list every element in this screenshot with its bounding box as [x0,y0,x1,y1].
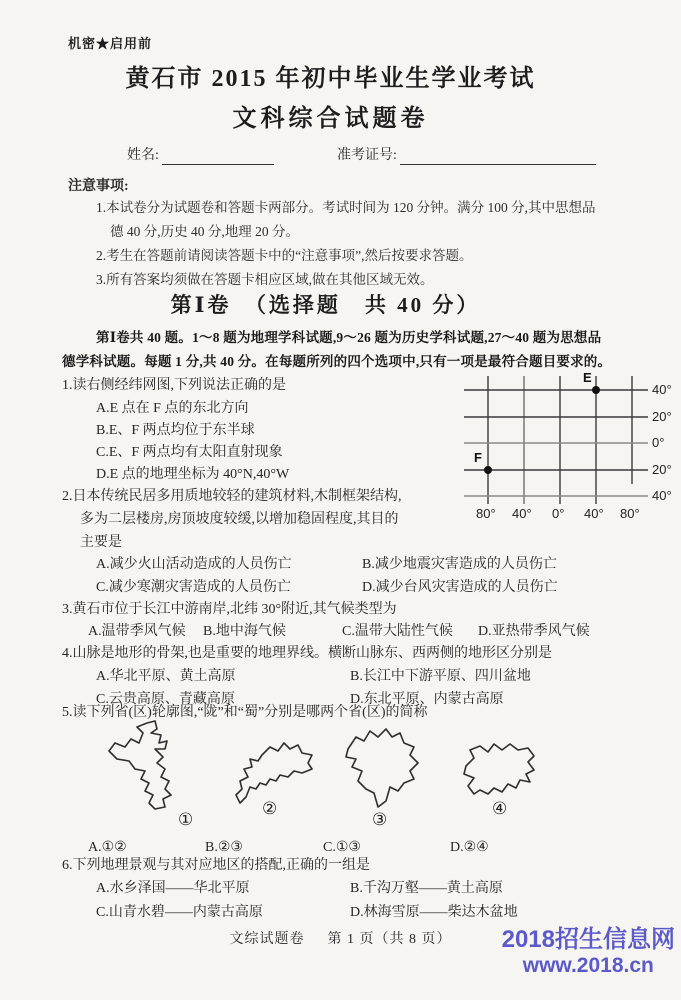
latlong-grid-diagram [450,372,678,524]
grid-x-label-80e: 80° [620,506,640,521]
q6-option-c: C.山青水碧——内蒙古高原 [96,905,263,920]
q4-option-c: C.云贵高原、青藏高原 [96,692,235,707]
grid-x-label-40w: 40° [512,506,532,521]
province-label-3: ③ [372,810,388,829]
q6-stem: 6.下列地理景观与其对应地区的搭配,正确的一组是 [62,858,370,873]
notice-item-1-line-2: 德 40 分,历史 40 分,地理 20 分。 [110,224,299,239]
grid-x-label-80w: 80° [476,506,496,521]
q3-option-d: D.亚热带季风气候 [478,624,590,639]
q3-stem: 3.黄石市位于长江中游南岸,北纬 30°附近,其气候类型为 [62,602,397,617]
footer-paper-name: 文综试题卷 [229,932,305,947]
q6-option-a: A.水乡泽国——华北平原 [96,881,250,896]
q4-option-d: D.东北平原、内蒙古高原 [350,692,504,707]
q5-option-c: C.①③ [323,840,361,855]
q2-stem-line-3: 主要是 [80,535,122,550]
q5-option-a: A.①② [88,840,127,855]
q1-stem: 1.读右侧经纬网图,下列说法正确的是 [62,378,286,393]
province-label-1: ① [178,810,194,829]
q4-option-a: A.华北平原、黄土高原 [96,669,236,684]
q4-option-b: B.长江中下游平原、四川盆地 [350,669,531,684]
grid-x-label-0: 0° [552,506,565,521]
point-f-label: F [474,450,482,465]
ticket-label: 准考证号: [337,148,397,163]
point-e-label: E [583,370,592,385]
watermark-url: www.2018.cn [522,953,654,977]
grid-y-label-40s: 40° [652,488,672,503]
q2-option-a: A.减少火山活动造成的人员伤亡 [96,557,292,572]
q3-option-c: C.温带大陆性气候 [342,624,453,639]
grid-y-label-20s: 20° [652,462,672,477]
q6-option-b: B.千沟万壑——黄土高原 [350,881,503,896]
notice-heading: 注意事项: [68,179,129,194]
q3-option-a: A.温带季风气候 [88,624,186,639]
name-blank-line [162,149,274,165]
q2-option-d: D.减少台风灾害造成的人员伤亡 [362,580,558,595]
grid-y-label-20n: 20° [652,409,672,424]
q5-stem: 5.读下列省(区)轮廓图,“陇”和“蜀”分别是哪两个省(区)的简称 [62,705,428,720]
q2-option-c: C.减少寒潮灾害造成的人员伤亡 [96,580,291,595]
q2-stem-line-2: 多为二层楼房,房顶坡度较缓,以增加稳固程度,其目的 [80,512,399,527]
classification-label: 机密★启用前 [68,36,153,51]
name-label: 姓名: [127,148,159,163]
exam-subtitle: 文科综合试题卷 [232,106,429,132]
q4-stem: 4.山脉是地形的骨架,也是重要的地理界线。横断山脉东、西两侧的地形区分别是 [62,646,552,661]
province-label-2: ② [262,799,278,818]
q1-option-d: D.E 点的地理坐标为 40°N,40°W [96,467,290,482]
grid-y-label-40n: 40° [652,382,672,397]
province-outline-2 [232,733,318,809]
point-f-dot [484,466,492,474]
province-label-4: ④ [492,799,508,818]
footer-page-number: 第 1 页（共 8 页） [327,932,452,947]
q1-option-c: C.E、F 两点均有太阳直射现象 [96,445,283,460]
notice-item-3: 3.所有答案均须做在答题卡相应区域,做在其他区域无效。 [96,272,434,287]
watermark-sitename: 2018招生信息网 [501,926,675,953]
q1-option-a: A.E 点在 F 点的东北方向 [96,401,249,416]
q2-stem-line-1: 2.日本传统民居多用质地较轻的建筑材料,木制框架结构, [62,489,402,504]
q1-option-b: B.E、F 两点均位于东半球 [96,423,255,438]
grid-y-label-0: 0° [652,435,665,450]
ticket-blank-line [400,149,596,165]
province-outline-4 [458,740,540,800]
province-outline-3 [338,723,424,813]
q6-option-d: D.林海雪原——柴达木盆地 [350,905,518,920]
exam-title: 黄石市 2015 年初中毕业生学业考试 [125,66,536,92]
q5-option-d: D.②④ [450,840,489,855]
section1-intro-line-2: 德学科试题。每题 1 分,共 40 分。在每题所列的四个选项中,只有一项是最符合题目要求的。 [62,354,612,369]
section1-intro-line-1: 第Ⅰ卷共 40 题。1～8 题为地理学科试题,9～26 题为历史学科试题,27～40 题为思想品 [96,330,602,345]
province-outline-1 [105,719,205,814]
q5-option-b: B.②③ [205,840,243,855]
point-e-dot [592,386,600,394]
watermark [502,926,675,978]
notice-item-1-line-1: 1.本试卷分为试题卷和答题卡两部分。考试时间为 120 分钟。满分 100 分,其中思想品 [96,200,596,215]
q2-option-b: B.减少地震灾害造成的人员伤亡 [362,557,557,572]
latlong-grid-svg [450,372,678,524]
section1-heading: 第Ⅰ卷 （选择题 共 40 分） [170,293,481,317]
grid-x-label-40e: 40° [584,506,604,521]
q3-option-b: B.地中海气候 [203,624,286,639]
notice-item-2: 2.考生在答题前请阅读答题卡中的“注意事项”,然后按要求答题。 [96,248,473,263]
